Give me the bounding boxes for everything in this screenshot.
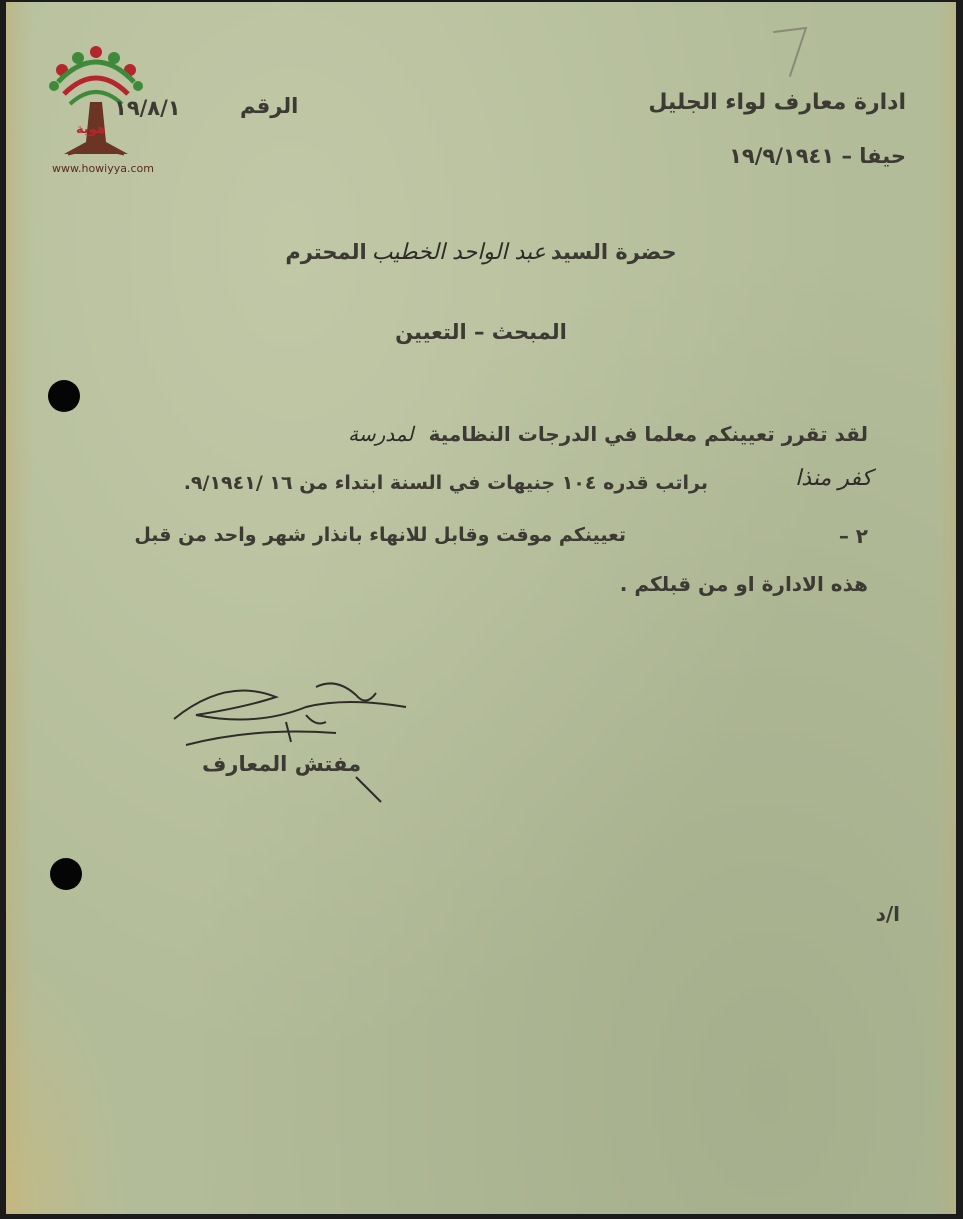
handwritten-signature-icon	[166, 667, 426, 807]
page-mark-seven	[768, 22, 818, 82]
punch-hole-top	[48, 380, 80, 412]
subject-line: المبحث – التعيين	[395, 320, 567, 344]
body-line-1	[348, 422, 868, 446]
paper-edge-right	[938, 2, 956, 1214]
paper-stain	[6, 954, 126, 1214]
body-line3-typed: تعيينكم موقت وقابل للانهاء بانذار شهر واحد من قبل	[134, 524, 626, 546]
watermark-logo-text: هوية	[76, 122, 106, 137]
watermark-site-url: www.howiyya.com	[52, 162, 154, 175]
footer-code: ا/د	[875, 902, 900, 926]
letter-paper	[6, 2, 956, 1214]
body-line1-typed: لقد تقرر تعيينكم معلما في الدرجات النظامية	[428, 422, 868, 446]
addressee-prefix: حضرة السيد	[550, 240, 677, 264]
punch-hole-bottom	[50, 858, 82, 890]
body-line2-hand: كفر منذا	[795, 466, 872, 491]
addressee-suffix: المحترم	[285, 240, 367, 264]
body-line2-typed: براتب قدره ١٠٤ جنيهات في السنة ابتداء من ١٦ /٩/١٩٤١.	[183, 472, 708, 494]
body-line4-typed: هذه الادارة او من قبلكم .	[619, 572, 868, 596]
city-date: حيفا – ١٩/٩/١٩٤١	[729, 144, 906, 168]
reference-label: الرقم	[240, 94, 299, 118]
body-line3-number: ٢ –	[838, 524, 868, 548]
addressee-name: عبد الواحد الخطيب	[371, 240, 546, 265]
signatory-title: مفتش المعارف	[202, 752, 362, 776]
department-heading: ادارة معارف لواء الجليل	[648, 90, 906, 115]
reference-number: ١٩/٨/١	[114, 96, 181, 120]
body-line1-hand: لمدرسة	[348, 422, 414, 446]
addressee-line	[156, 240, 806, 265]
